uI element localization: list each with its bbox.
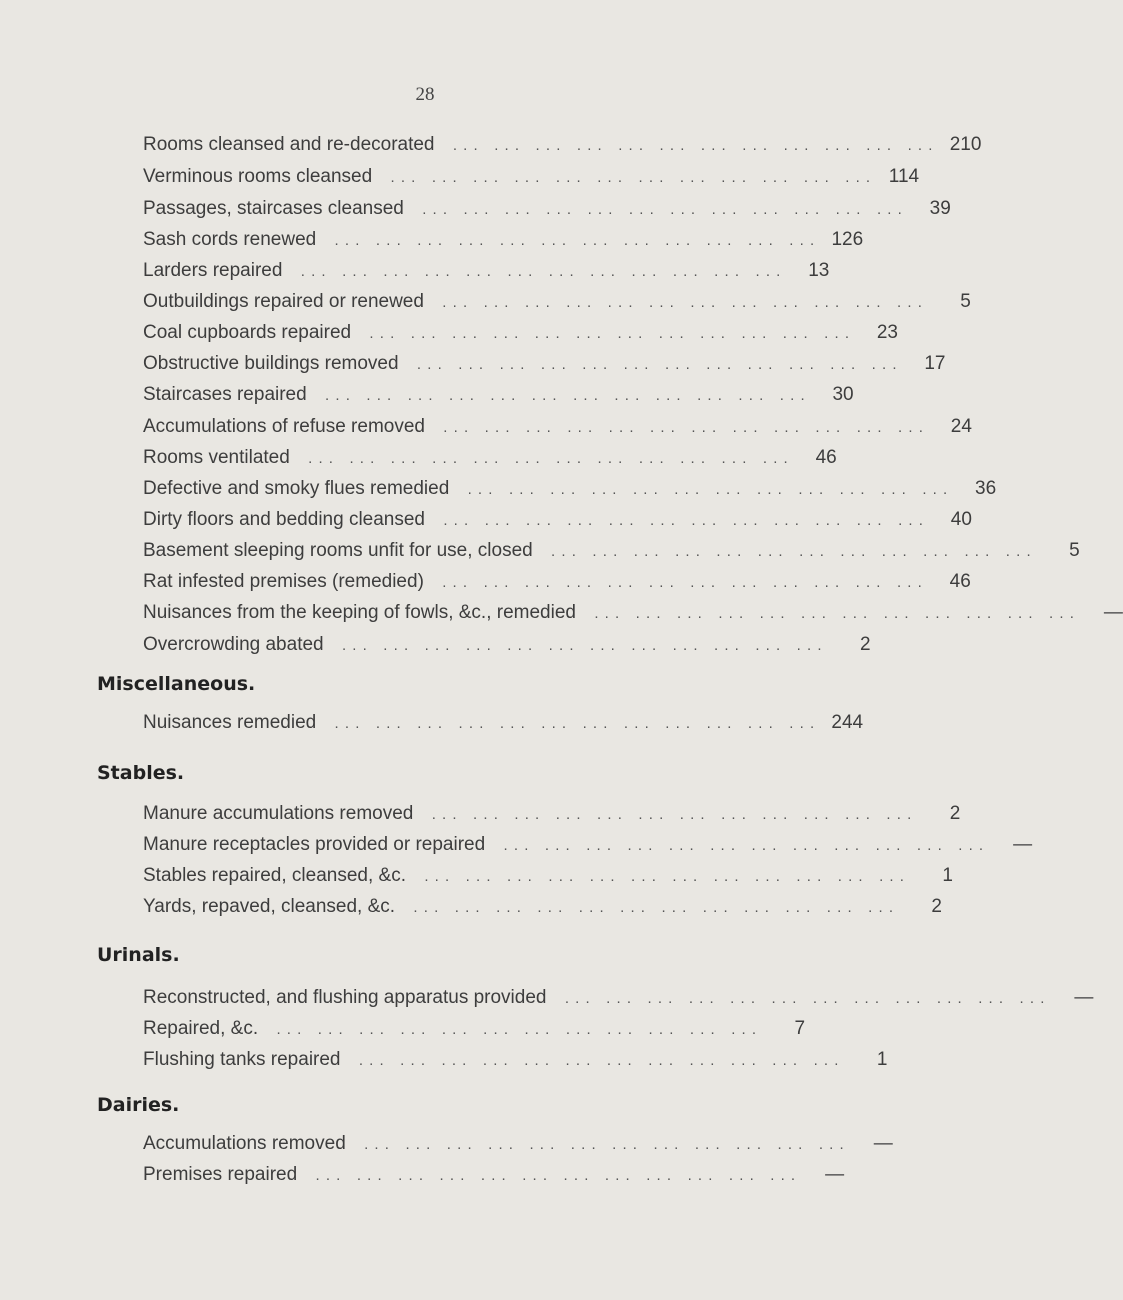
row-label: Flushing tanks repaired xyxy=(143,1049,341,1070)
row-label: Reconstructed, and flushing apparatus provided xyxy=(143,987,547,1008)
table-row: Rat infested premises (remedied) . . . . . . . . . . . . . . . . . . . . . . . . . . . . . . . . . . . . 46 xyxy=(143,567,767,597)
section-heading-dairies: Dairies. xyxy=(97,1094,180,1116)
row-label: Manure receptacles provided or repaired xyxy=(143,834,486,855)
row-label: Staircases repaired xyxy=(143,384,307,405)
page-number: 28 xyxy=(415,84,435,105)
row-label: Passages, staircases cleansed xyxy=(143,198,404,219)
table-row: Dirty floors and bedding cleansed . . . . . . . . . . . . . . . . . . . . . . . . . . . . . . . . . . . . 40 xyxy=(143,505,767,535)
table-row: Accumulations removed . . . . . . . . . . . . . . . . . . . . . . . . . . . . . . . . . . . . — xyxy=(143,1129,767,1159)
row-value: 2 xyxy=(859,634,871,655)
row-label: Obstructive buildings removed xyxy=(143,353,399,374)
row-value: — xyxy=(825,1164,845,1185)
row-value: 244 xyxy=(831,712,864,733)
row-value: 2 xyxy=(931,896,942,917)
row-label: Stables repaired, cleansed, &c. xyxy=(143,865,406,886)
row-value: 1 xyxy=(876,1049,888,1070)
table-row: Stables repaired, cleansed, &c. . . . . . . . . . . . . . . . . . . . . . . . . . . . . . . . . . . . . 1 xyxy=(143,861,767,891)
row-label: Rat infested premises (remedied) xyxy=(143,571,424,592)
table-row: Flushing tanks repaired . . . . . . . . . . . . . . . . . . . . . . . . . . . . . . . . . . . . 1 xyxy=(143,1045,767,1075)
row-label: Rooms ventilated xyxy=(143,447,290,468)
table-row: Outbuildings repaired or renewed . . . . . . . . . . . . . . . . . . . . . . . . . . . . . . . . . . . . 5 xyxy=(143,287,767,317)
row-label: Basement sleeping rooms unfit for use, closed xyxy=(143,540,533,561)
row-value: 210 xyxy=(949,134,982,155)
table-row: Staircases repaired . . . . . . . . . . . . . . . . . . . . . . . . . . . . . . . . . . . . 30 xyxy=(143,380,767,410)
table-row: Obstructive buildings removed . . . . . . . . . . . . . . . . . . . . . . . . . . . . . . . . . . . . 17 xyxy=(143,349,767,379)
row-label: Overcrowding abated xyxy=(143,634,324,655)
table-row: Passages, staircases cleansed . . . . . . . . . . . . . . . . . . . . . . . . . . . . . . . . . . . . 39 xyxy=(143,194,767,224)
table-row: Nuisances remedied . . . . . . . . . . . . . . . . . . . . . . . . . . . . . . . . . . . . 244 xyxy=(143,708,767,738)
table-row: Verminous rooms cleansed . . . . . . . . . . . . . . . . . . . . . . . . . . . . . . . . . . . . 114 xyxy=(143,162,767,192)
table-row: Rooms ventilated . . . . . . . . . . . . . . . . . . . . . . . . . . . . . . . . . . . . 46 xyxy=(143,443,767,473)
table-row: Reconstructed, and flushing apparatus provided . . . . . . . . . . . . . . . . . . . . . . . . . . . . . . . . . . . . — xyxy=(143,983,767,1013)
table-row: Coal cupboards repaired . . . . . . . . . . . . . . . . . . . . . . . . . . . . . . . . . . . . 23 xyxy=(143,318,767,348)
row-label: Larders repaired xyxy=(143,260,283,281)
table-row: Manure receptacles provided or repaired . . . . . . . . . . . . . . . . . . . . . . . . . . . . . . . . . . . . — xyxy=(143,830,767,860)
row-value: 2 xyxy=(949,803,961,824)
row-value: 24 xyxy=(950,416,972,437)
table-row: Nuisances from the keeping of fowls, &c., remedied . . . . . . . . . . . . . . . . . . . . . . . . . . . . . . . . . . . . — xyxy=(143,598,767,628)
row-label: Dirty floors and bedding cleansed xyxy=(143,509,426,530)
row-label: Rooms cleansed and re-decorated xyxy=(143,134,435,155)
row-label: Verminous rooms cleansed xyxy=(143,166,373,187)
row-value: 126 xyxy=(831,229,864,250)
row-label: Outbuildings repaired or renewed xyxy=(143,291,424,312)
row-value: — xyxy=(873,1133,893,1154)
row-value: 36 xyxy=(975,478,997,499)
row-value: 7 xyxy=(794,1018,806,1039)
table-row: Larders repaired . . . . . . . . . . . . . . . . . . . . . . . . . . . . . . . . . . . . 13 xyxy=(143,256,767,286)
table-row: Rooms cleansed and re-decorated . . . . . . . . . . . . . . . . . . . . . . . . . . . . . . . . . . . . 210 xyxy=(143,130,767,160)
row-label: Premises repaired xyxy=(143,1164,298,1185)
row-value: 46 xyxy=(815,447,837,468)
row-value: 5 xyxy=(960,291,971,312)
row-value: 46 xyxy=(949,571,971,592)
section-heading-stables: Stables. xyxy=(97,762,185,784)
table-row: Defective and smoky flues remedied . . . . . . . . . . . . . . . . . . . . . . . . . . . . . . . . . . . . 36 xyxy=(143,474,767,504)
table-row: Overcrowding abated . . . . . . . . . . . . . . . . . . . . . . . . . . . . . . . . . . . . 2 xyxy=(143,630,767,660)
row-value: 30 xyxy=(832,384,854,405)
row-label: Coal cupboards repaired xyxy=(143,322,352,343)
row-label: Defective and smoky flues remedied xyxy=(143,478,450,499)
table-row: Premises repaired . . . . . . . . . . . . . . . . . . . . . . . . . . . . . . . . . . . . — xyxy=(143,1160,767,1190)
row-value: 114 xyxy=(888,166,920,187)
row-label: Yards, repaved, cleansed, &c. xyxy=(143,896,396,917)
row-value: — xyxy=(1013,834,1033,855)
table-row: Yards, repaved, cleansed, &c. . . . . . . . . . . . . . . . . . . . . . . . . . . . . . . . . . . . . 2 xyxy=(143,892,767,922)
row-value: 40 xyxy=(950,509,972,530)
row-value: 39 xyxy=(929,198,951,219)
row-value: — xyxy=(1074,987,1094,1008)
row-label: Repaired, &c. xyxy=(143,1018,259,1039)
table-row: Accumulations of refuse removed . . . . . . . . . . . . . . . . . . . . . . . . . . . . . . . . . . . . 24 xyxy=(143,412,767,442)
row-value: — xyxy=(1103,602,1123,623)
row-value: 1 xyxy=(942,865,953,886)
row-label: Nuisances remedied xyxy=(143,712,317,733)
row-label: Accumulations of refuse removed xyxy=(143,416,425,437)
row-label: Nuisances from the keeping of fowls, &c., remedied xyxy=(143,602,576,623)
row-label: Accumulations removed xyxy=(143,1133,346,1154)
row-label: Manure accumulations removed xyxy=(143,803,414,824)
table-row: Repaired, &c. . . . . . . . . . . . . . . . . . . . . . . . . . . . . . . . . . . . . 7 xyxy=(143,1014,767,1044)
section-heading-miscellaneous: Miscellaneous. xyxy=(97,673,256,695)
row-value: 17 xyxy=(924,353,946,374)
table-row: Basement sleeping rooms unfit for use, closed . . . . . . . . . . . . . . . . . . . . . . . . . . . . . . . . . . . . 5 xyxy=(143,536,767,566)
row-value: 23 xyxy=(876,322,898,343)
row-value: 13 xyxy=(808,260,830,281)
table-row: Manure accumulations removed . . . . . . . . . . . . . . . . . . . . . . . . . . . . . . . . . . . . 2 xyxy=(143,799,767,829)
row-value: 5 xyxy=(1069,540,1080,561)
section-heading-urinals: Urinals. xyxy=(97,944,180,966)
table-row: Sash cords renewed . . . . . . . . . . . . . . . . . . . . . . . . . . . . . . . . . . . . 126 xyxy=(143,225,767,255)
row-label: Sash cords renewed xyxy=(143,229,317,250)
